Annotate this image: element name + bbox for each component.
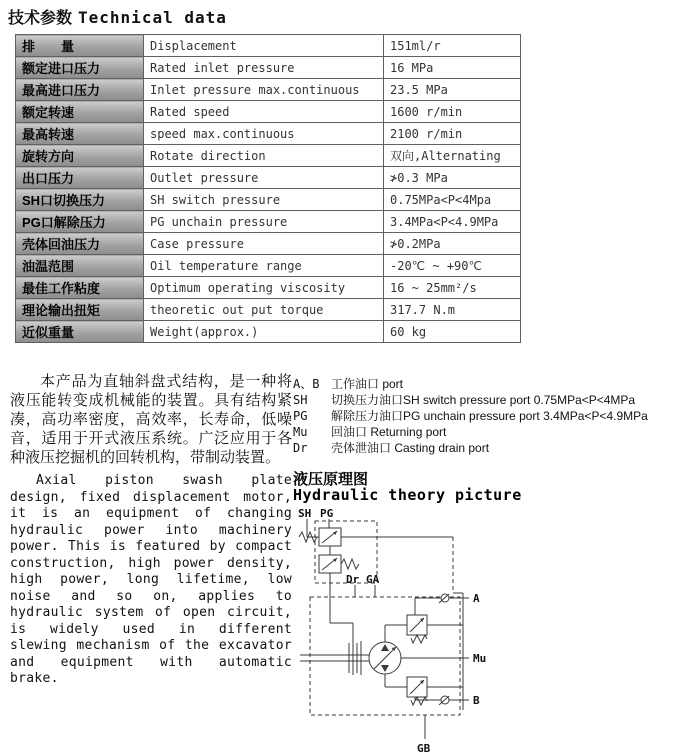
param-value: ≯0.3 MPa xyxy=(384,167,521,189)
param-value: 3.4MPa<P<4.9MPa xyxy=(384,211,521,233)
table-row xyxy=(16,35,521,57)
port-legend xyxy=(293,376,675,456)
table-row xyxy=(16,123,521,145)
param-label-en: theoretic out put torque xyxy=(144,299,384,321)
table-row xyxy=(16,211,521,233)
param-label-zh: 最佳工作粘度 xyxy=(16,277,144,299)
table-row xyxy=(16,299,521,321)
table-row xyxy=(16,57,521,79)
param-label-zh: 最高进口压力 xyxy=(16,79,144,101)
param-label-en: speed max.continuous xyxy=(144,123,384,145)
param-label-en: Weight(approx.) xyxy=(144,321,384,343)
diagram-title-en: Hydraulic theory picture xyxy=(293,486,522,504)
param-value: 16 ~ 25mm²/s xyxy=(384,277,521,299)
port-code: Mu xyxy=(293,425,308,439)
port-description: 切换压力油口SH switch pressure port 0.75MPa<P<4MPa xyxy=(331,393,636,407)
table-row xyxy=(16,189,521,211)
param-label-en: Optimum operating viscosity xyxy=(144,277,384,299)
description-zh: 本产品为直轴斜盘式结构，是一种将液压能转变成机械能的装置。具有结构紧凑，高功率密度，高效率，长寿命，低噪音，适用于开式液压系统。广泛应用于各种液压挖掘机的回转机构，带制动装置。 xyxy=(10,373,292,466)
param-label-zh: 近似重量 xyxy=(16,321,144,343)
technical-data-table xyxy=(15,34,521,343)
param-label-en: Rotate direction xyxy=(144,145,384,167)
port-label-gb: GB xyxy=(417,742,431,754)
table-row xyxy=(16,145,521,167)
param-value: ≯0.2MPa xyxy=(384,233,521,255)
param-label-en: Rated inlet pressure xyxy=(144,57,384,79)
param-label-zh: PG口解除压力 xyxy=(16,211,144,233)
port-description: 解除压力油口PG unchain pressure port 3.4MPa<P<4.9MPa xyxy=(331,409,648,423)
param-label-en: Displacement xyxy=(144,35,384,57)
table-row xyxy=(16,101,521,123)
diagram-title-zh: 液压原理图 xyxy=(293,471,369,488)
param-label-zh: 油温范围 xyxy=(16,255,144,277)
port-label-dr: Dr xyxy=(346,573,360,586)
param-label-en: Case pressure xyxy=(144,233,384,255)
param-label-zh: 旋转方向 xyxy=(16,145,144,167)
param-label-zh: 壳体回油压力 xyxy=(16,233,144,255)
param-label-zh: 额定进口压力 xyxy=(16,57,144,79)
param-value: 双向,Alternating xyxy=(384,145,521,167)
param-label-en: Oil temperature range xyxy=(144,255,384,277)
param-label-en: SH switch pressure xyxy=(144,189,384,211)
param-label-zh: 理论输出扭矩 xyxy=(16,299,144,321)
param-value: 1600 r/min xyxy=(384,101,521,123)
table-row xyxy=(16,79,521,101)
param-value: 2100 r/min xyxy=(384,123,521,145)
port-label-ga: GA xyxy=(366,573,380,586)
port-code: A、B xyxy=(293,377,320,391)
param-value: 60 kg xyxy=(384,321,521,343)
param-value: 317.7 N.m xyxy=(384,299,521,321)
page-title-en: Technical data xyxy=(78,8,227,27)
port-code: SH xyxy=(293,393,308,407)
description-en: Axial piston swash plate design, fixed displacement motor, it is an equipment of changing hydraulic power into machinery power. This is featured by compact construction, high power density, high power, long lifetime, low noise and so on, applies to hydraulic system of open circuit, is widely used in different slewing mechanism of the excavator and equipment with automatic brake. xyxy=(10,473,292,686)
param-value: -20℃ ~ +90℃ xyxy=(384,255,521,277)
param-label-zh: 排 量 xyxy=(16,35,144,57)
port-legend-item xyxy=(293,392,675,408)
param-label-zh: 出口压力 xyxy=(16,167,144,189)
param-value: 151ml/r xyxy=(384,35,521,57)
table-row xyxy=(16,255,521,277)
param-value: 23.5 MPa xyxy=(384,79,521,101)
param-value: 0.75MPa<P<4Mpa xyxy=(384,189,521,211)
param-label-en: Inlet pressure max.continuous xyxy=(144,79,384,101)
hydraulic-schematic xyxy=(295,505,540,754)
port-description: 回油口 Returning port xyxy=(331,425,447,439)
port-label-a: A xyxy=(473,592,480,605)
port-code: Dr xyxy=(293,441,308,455)
port-label-b: B xyxy=(473,694,480,707)
port-description: 壳体泄油口 Casting drain port xyxy=(331,441,490,455)
param-label-en: Outlet pressure xyxy=(144,167,384,189)
table-row xyxy=(16,167,521,189)
param-label-zh: 最高转速 xyxy=(16,123,144,145)
param-label-en: PG unchain pressure xyxy=(144,211,384,233)
page-title-zh: 技术参数 xyxy=(8,10,73,27)
port-legend-item xyxy=(293,376,675,392)
param-value: 16 MPa xyxy=(384,57,521,79)
port-legend-item xyxy=(293,408,675,424)
table-row xyxy=(16,321,521,343)
port-description: 工作油口 port xyxy=(331,377,404,391)
product-description xyxy=(10,372,292,688)
port-label-mu: Mu xyxy=(473,652,487,665)
port-code: PG xyxy=(293,409,308,423)
param-label-en: Rated speed xyxy=(144,101,384,123)
port-label-pg: PG xyxy=(320,507,334,520)
table-row xyxy=(16,277,521,299)
port-label-sh: SH xyxy=(298,507,312,520)
port-legend-item xyxy=(293,440,675,456)
table-row xyxy=(16,233,521,255)
port-legend-item xyxy=(293,424,675,440)
param-label-zh: SH口切换压力 xyxy=(16,189,144,211)
param-label-zh: 额定转速 xyxy=(16,101,144,123)
page-title xyxy=(8,5,227,28)
